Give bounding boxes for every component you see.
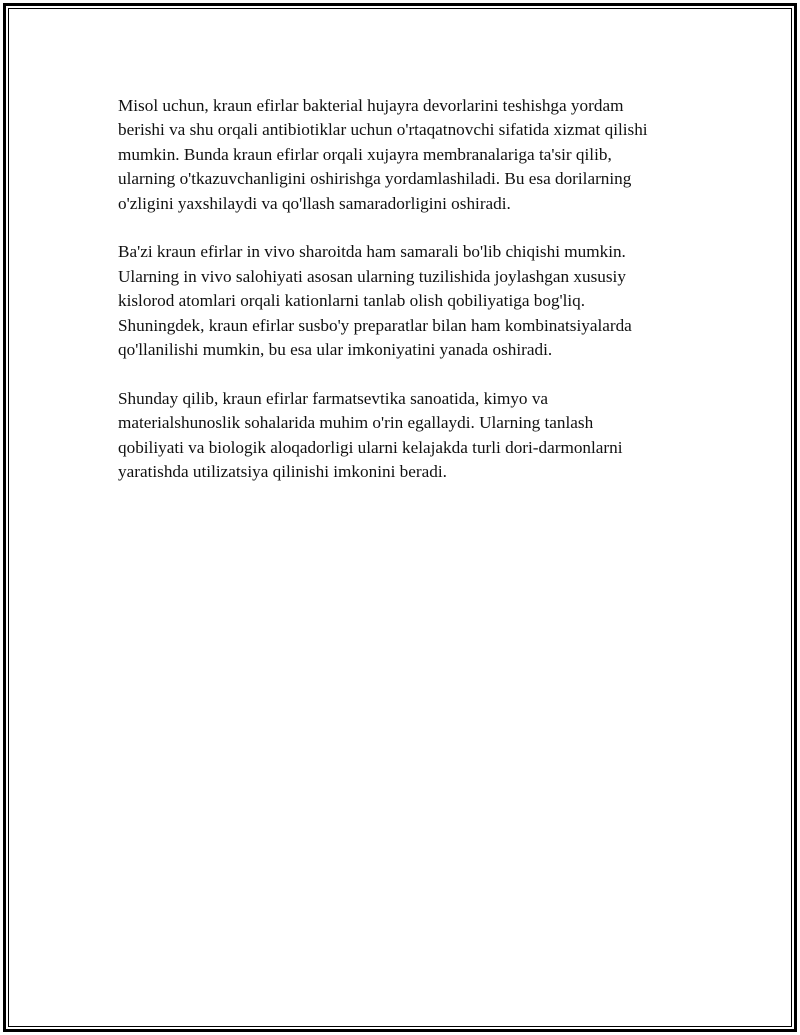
paragraph-2: Ba'zi kraun efirlar in vivo sharoitda ham samarali bo'lib chiqishi mumkin. Ularning in vivo salohiyati asosan ularning tuzilishida joylashgan xususiy kislorod atomlari orqali kationlarni tanlab olish qobiliyatiga bog'liq. Shuningdek, kraun efirlar susbo'y preparatlar bilan ham kombinatsiyalarda qo'llanilishi mumkin, bu esa ular imkoniyatini yanada oshiradi.	[118, 242, 632, 360]
paragraph-3: Shunday qilib, kraun efirlar farmatsevtika sanoatida, kimyo va materialshunoslik sohalarida muhim o'rin egallaydi. Ularning tanlash qobiliyati va biologik aloqadorligi ularni kelajakda turli dori-darmonlarni yaratishda utilizatsiya qilinishi imkonini beradi.	[118, 388, 623, 482]
paragraph-1: Misol uchun, kraun efirlar bakterial hujayra devorlarini teshishga yordam berishi va shu orqali antibiotiklar uchun o'rtaqatnovchi sifatida xizmat qilishi mumkin. Bunda kraun efirlar orqali xujayra membranalariga ta'sir qilib, ularning o'tkazuvchanligini oshirishga yordamlashiladi. Bu esa dorilarning o'zligini yaxshilaydi va qo'llash samaradorligini oshiradi.	[118, 96, 648, 213]
document-body	[118, 94, 708, 509]
